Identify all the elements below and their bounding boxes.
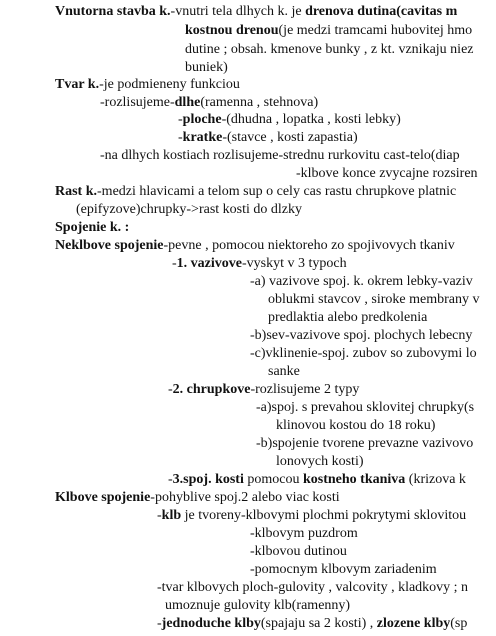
text-line: Spojenie k. : <box>55 220 130 235</box>
text-line: lonovych kosti) <box>276 454 364 469</box>
text-line: -b)sev-vazivove spoj. plochych lebecny <box>250 328 473 343</box>
text-line: (epifyzove)chrupky->rast kosti do dlzky <box>76 202 302 217</box>
text-line: -tvar klbovych ploch-gulovity , valcovity , kladkovy ; n <box>157 580 469 595</box>
text-line: -klbovym puzdrom <box>250 526 358 541</box>
text-line: Neklbove spojenie-pevne , pomocou niektoreho zo spojivovych tkaniv <box>55 238 455 253</box>
text-line: predlaktia alebo predkolenia <box>268 310 428 325</box>
text-line: -b)spojenie tvorene prevazne vazivovo <box>256 436 474 451</box>
text-line: -c)vklinenie-spoj. zubov so zubovymi lo <box>250 346 477 361</box>
text-line: -ploche-(dhudna , lopatka , kosti lebky) <box>178 112 401 127</box>
text-line: Klbove spojenie-pohyblive spoj.2 alebo viac kosti <box>55 490 340 505</box>
text-line: buniek) <box>185 60 228 75</box>
text-line: -a) vazivove spoj. k. okrem lebky-vaziv <box>250 274 473 289</box>
text-line: -3.spoj. kosti pomocou kostneho tkaniva (krizova k <box>168 472 466 487</box>
text-line: -1. vazivove-vyskyt v 3 typoch <box>172 256 347 271</box>
text-line: oblukmi stavcov , siroke membrany v <box>268 292 480 307</box>
text-line: klinovou kostou do 18 roku) <box>276 418 436 433</box>
text-line: -a)spoj. s prevahou sklovitej chrupky(s <box>256 400 475 415</box>
text-line: -jednoduche klby(spajaju sa 2 kosti) , zlozene klby(sp <box>157 616 468 631</box>
text-line: -pomocnym klbovym zariadenim <box>250 562 437 577</box>
text-line: dutine ; obsah. kmenove bunky , z kt. vznikaju niez <box>185 42 474 57</box>
text-line: Vnutorna stavba k.-vnutri tela dlhych k. je drenova dutina(cavitas m <box>55 4 458 19</box>
text-line: sanke <box>268 364 300 379</box>
text-line: -na dlhych kostiach rozlisujeme-strednu rurkovitu cast-telo(diap <box>100 148 460 163</box>
text-line: Rast k.-medzi hlavicami a telom sup o cely cas rastu chrupkove platnic <box>55 184 457 199</box>
text-line: -2. chrupkove-rozlisujeme 2 typy <box>168 382 360 397</box>
text-line: -klb je tvoreny-klbovymi plochmi pokrytymi sklovitou <box>157 508 467 523</box>
text-line: Tvar k.-je podmieneny funkciou <box>55 77 240 92</box>
text-line: -klbove konce zvycajne rozsiren <box>296 166 478 181</box>
text-line: kostnou drenou(je medzi tramcami hubovitej hmo <box>185 23 473 38</box>
text-line: -klbovou dutinou <box>250 544 347 559</box>
text-line: -kratke-(stavce , kosti zapastia) <box>178 130 358 145</box>
text-line: umoznuje gulovity klb(ramenny) <box>165 598 351 613</box>
text-line: -rozlisujeme-dlhe(ramenna , stehnova) <box>100 95 319 110</box>
